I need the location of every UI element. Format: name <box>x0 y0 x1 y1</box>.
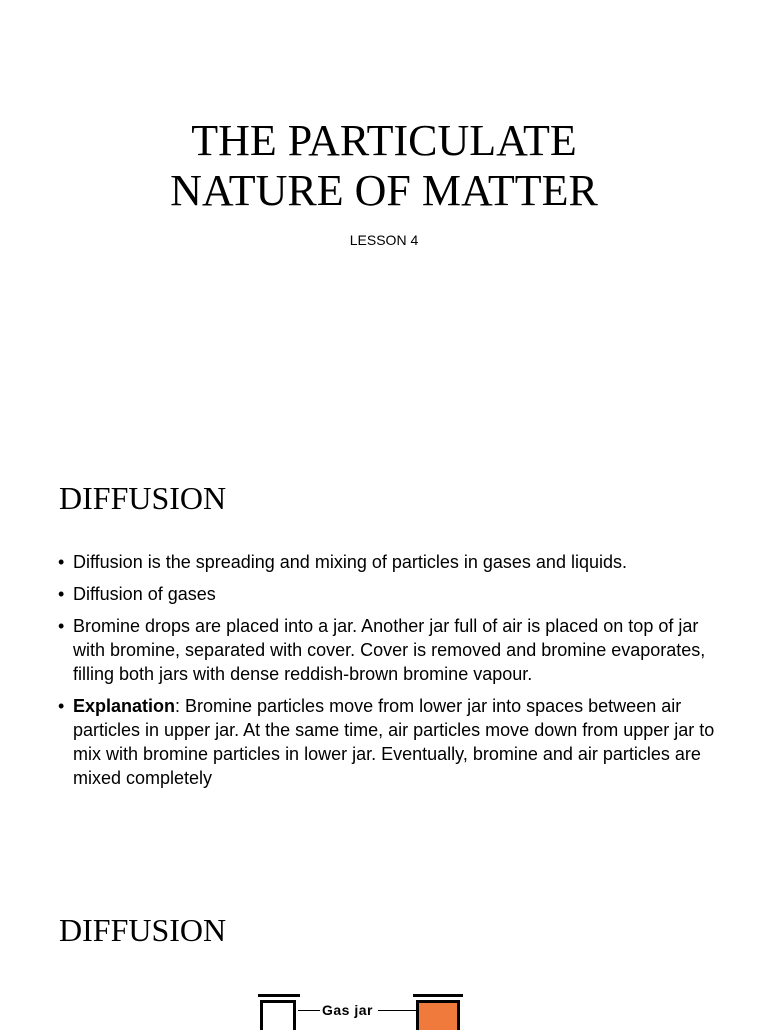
diffusion-diagram-slide <box>0 864 768 1024</box>
bullet-item <box>58 694 718 790</box>
bullet-icon: • <box>58 616 65 636</box>
slide-heading: DIFFUSION <box>59 912 227 948</box>
bullet-list <box>58 550 718 798</box>
bullet-item <box>58 582 718 606</box>
bromine-jar <box>416 1000 460 1030</box>
slide-heading: DIFFUSION <box>59 480 227 516</box>
gas-jar-diagram <box>258 994 468 1024</box>
title-slide <box>0 0 768 432</box>
bullet-item <box>58 550 718 574</box>
bullet-text: Bromine drops are placed into a jar. Another jar full of air is placed on top of jar with bromine, separated with cover. Cover is removed and bromine evaporates, filling both jars with dense reddish-brown bromine vapour. <box>73 616 706 684</box>
bullet-text: Diffusion of gases <box>73 584 216 604</box>
diffusion-text-slide <box>0 432 768 864</box>
bullet-text <box>73 696 714 788</box>
bullet-icon: • <box>58 696 65 716</box>
bullet-item <box>58 614 718 686</box>
bullet-icon: • <box>58 552 65 572</box>
label-pointer-line <box>378 1010 416 1011</box>
bullet-explanation: : Bromine particles move from lower jar into spaces between air particles in upper jar. At the same time, air particles move down from upper jar to mix with bromine particles in lower jar. Eventually, bromine and air particles are mixed completely <box>73 696 715 788</box>
slide-title <box>0 116 768 216</box>
jar-rim <box>413 994 463 997</box>
title-line: NATURE OF MATTER <box>170 166 598 215</box>
title-line: THE PARTICULATE <box>191 116 577 165</box>
bullet-text: Diffusion is the spreading and mixing of particles in gases and liquids. <box>73 552 627 572</box>
gas-jar-label: Gas jar <box>322 1002 373 1018</box>
jar-rim <box>258 994 300 997</box>
label-pointer-line <box>298 1010 320 1011</box>
bullet-bold-term: Explanation <box>73 696 176 716</box>
bullet-icon: • <box>58 584 65 604</box>
slide-subtitle: LESSON 4 <box>349 232 419 248</box>
air-jar <box>260 1000 296 1030</box>
